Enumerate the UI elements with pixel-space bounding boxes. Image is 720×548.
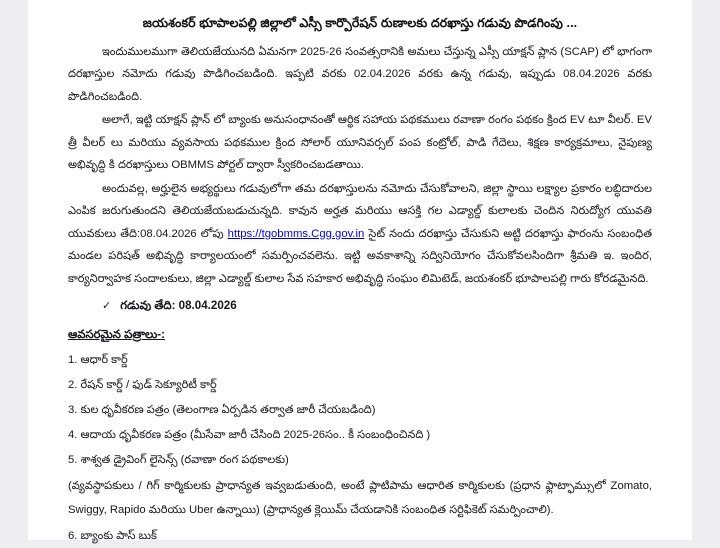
paragraph-3-before-link: అందువల్ల, అర్హులైన అభ్యర్థులు గడువులోగా తమ దరఖాస్తులను నమోదు చేసుకోవాలని, జిల్లా స్థాయి లక్ష్యాల ప్రకారం లబ్ధిదారుల ఎంపిక జరుగుతుందని తెలియజేయబడుచున్నది. కావున అర్హత మరియు ఆసక్తి గల ఎడ్యాల్డ్ కులాలకు చెందిన నిరుద్యోగ యువతి యువకులు తేది:08.04.2026 లోపు <box>68 182 652 240</box>
documents-heading-wrap <box>68 315 652 348</box>
document-page <box>28 0 692 543</box>
required-documents-heading: ఆవసరమైన పత్రాలు-: <box>68 328 166 342</box>
deadline-row <box>102 299 652 315</box>
list-item: 1. ఆధార్ కార్డ్ <box>68 354 128 367</box>
list-item: 4. ఆదాయ ధృవీకరణ పత్రం (మీసేవా జారీ చేసింది 2025-26సం.. కీ సంబంధించినది ) <box>68 429 431 442</box>
priority-note: (వ్యవస్థాపకులు / గిగ్ కార్మికులకు ప్రాధాన్యత ఇవ్వబడుతుంది, అంటే ప్లాటిపామ ఆధారిత కార్మికులకు (ప్రధాన ఫ్లాట్ఫామ్సులో Zomato, Swiggy, Rapido మరియు Uber ఉన్నాయి) (ప్రాధాన్యత క్లెయిమ్ చేయడానికి సంబంధిత సర్టిఫికెట్ సమర్పించాలి). <box>68 480 652 517</box>
check-icon: ✓ <box>102 300 112 313</box>
document-title: జయశంకర్ భూపాలపల్లి జిల్లాలో ఎస్సీ కార్పొరేషన్ రుణాలకు దరఖాస్తు గడువు పొడగింపు ... <box>142 16 578 30</box>
paragraph-1: ఇందుములముగా తెలియజేయునది ఏమనగా 2025-26 సంవత్సరానికి అమలు చేస్తున్న ఎస్సీ యాక్షన్ ప్లాన (SCAP) లో భాగంగా దరఖాస్తుల నమోదు గడువు పొడిగించబడింది. ఇప్పటి వరకు 02.04.2026 వరకు ఉన్న గడువు, ఇప్పుడు 08.04.2026 వరకు పొడిగించబడింది. <box>68 45 652 103</box>
list-item: 2. రేషన్ కార్డ్ / ఫుడ్ సెక్యూరిటీ కార్డ్ <box>68 379 217 392</box>
paragraph-2: అలాగే, ఇట్టి యాక్షన్ ప్లాన్ లో బ్యాంకు అనుసంధానంతో ఆర్థిక సహాయ పథకములు రవాణా రంగం పథకం క్రింద EV టూ వీలర్. EV త్రీ వీలర్ లు మరియు వ్యవసాయ పథకముల క్రింద సోలార్ యూనివర్సల్ పంప కంట్రోల్, పాడి గేదెలు, శిక్షణ కార్యక్రమాలు, నైపుణ్య అభివృద్ధి కి దరఖాస్తులు OBMMS పోర్టల్ ద్వారా స్వీకరించబడతాయి. <box>68 114 652 172</box>
list-item: 3. కుల ధృవీకరణ పత్రం (తెలంగాణ ఏర్పడిన తర్వాత జారీ చేయబడింది) <box>68 404 376 417</box>
deadline-label: గడువు తేది: 08.04.2026 <box>120 299 237 313</box>
obmms-portal-link[interactable]: https://tgobmms.Cgg.gov.in <box>227 227 365 240</box>
cut-off-line: 6. బ్యాంకు పాస్ బుక్ <box>68 530 157 543</box>
document-body <box>28 0 692 543</box>
list-item: 5. శాశ్వత డ్రైవింగ్ లైసెన్స్ (రవాణా రంగ పథకాలకు) <box>68 454 289 467</box>
paragraph-3-after-link: సైట్ నందు దరఖాస్తు చేసుకుని అట్టి దరఖాస్తు ఫారంను సంబంధిత మండల పరిషత్ అభివృద్ధి కార్యాలయంలో సమర్పించవలెను. ఇట్టి అవకాశాన్ని సద్వినియోగం చేసుకోవలసిందిగా శ్రీమతి ఇ. ఇందిర, కార్యనిర్వాహక సందాలకులు, జిల్లా ఎడ్యాల్డ్ కులాల సేవ సహకార అభివృద్ధి సంఘం లిమిటెడ్, జయశంకర్ భూపాలపల్లి గారు కోరడమైనది. <box>68 227 653 285</box>
paragraph-3 <box>68 178 652 291</box>
required-documents-list <box>68 348 652 473</box>
